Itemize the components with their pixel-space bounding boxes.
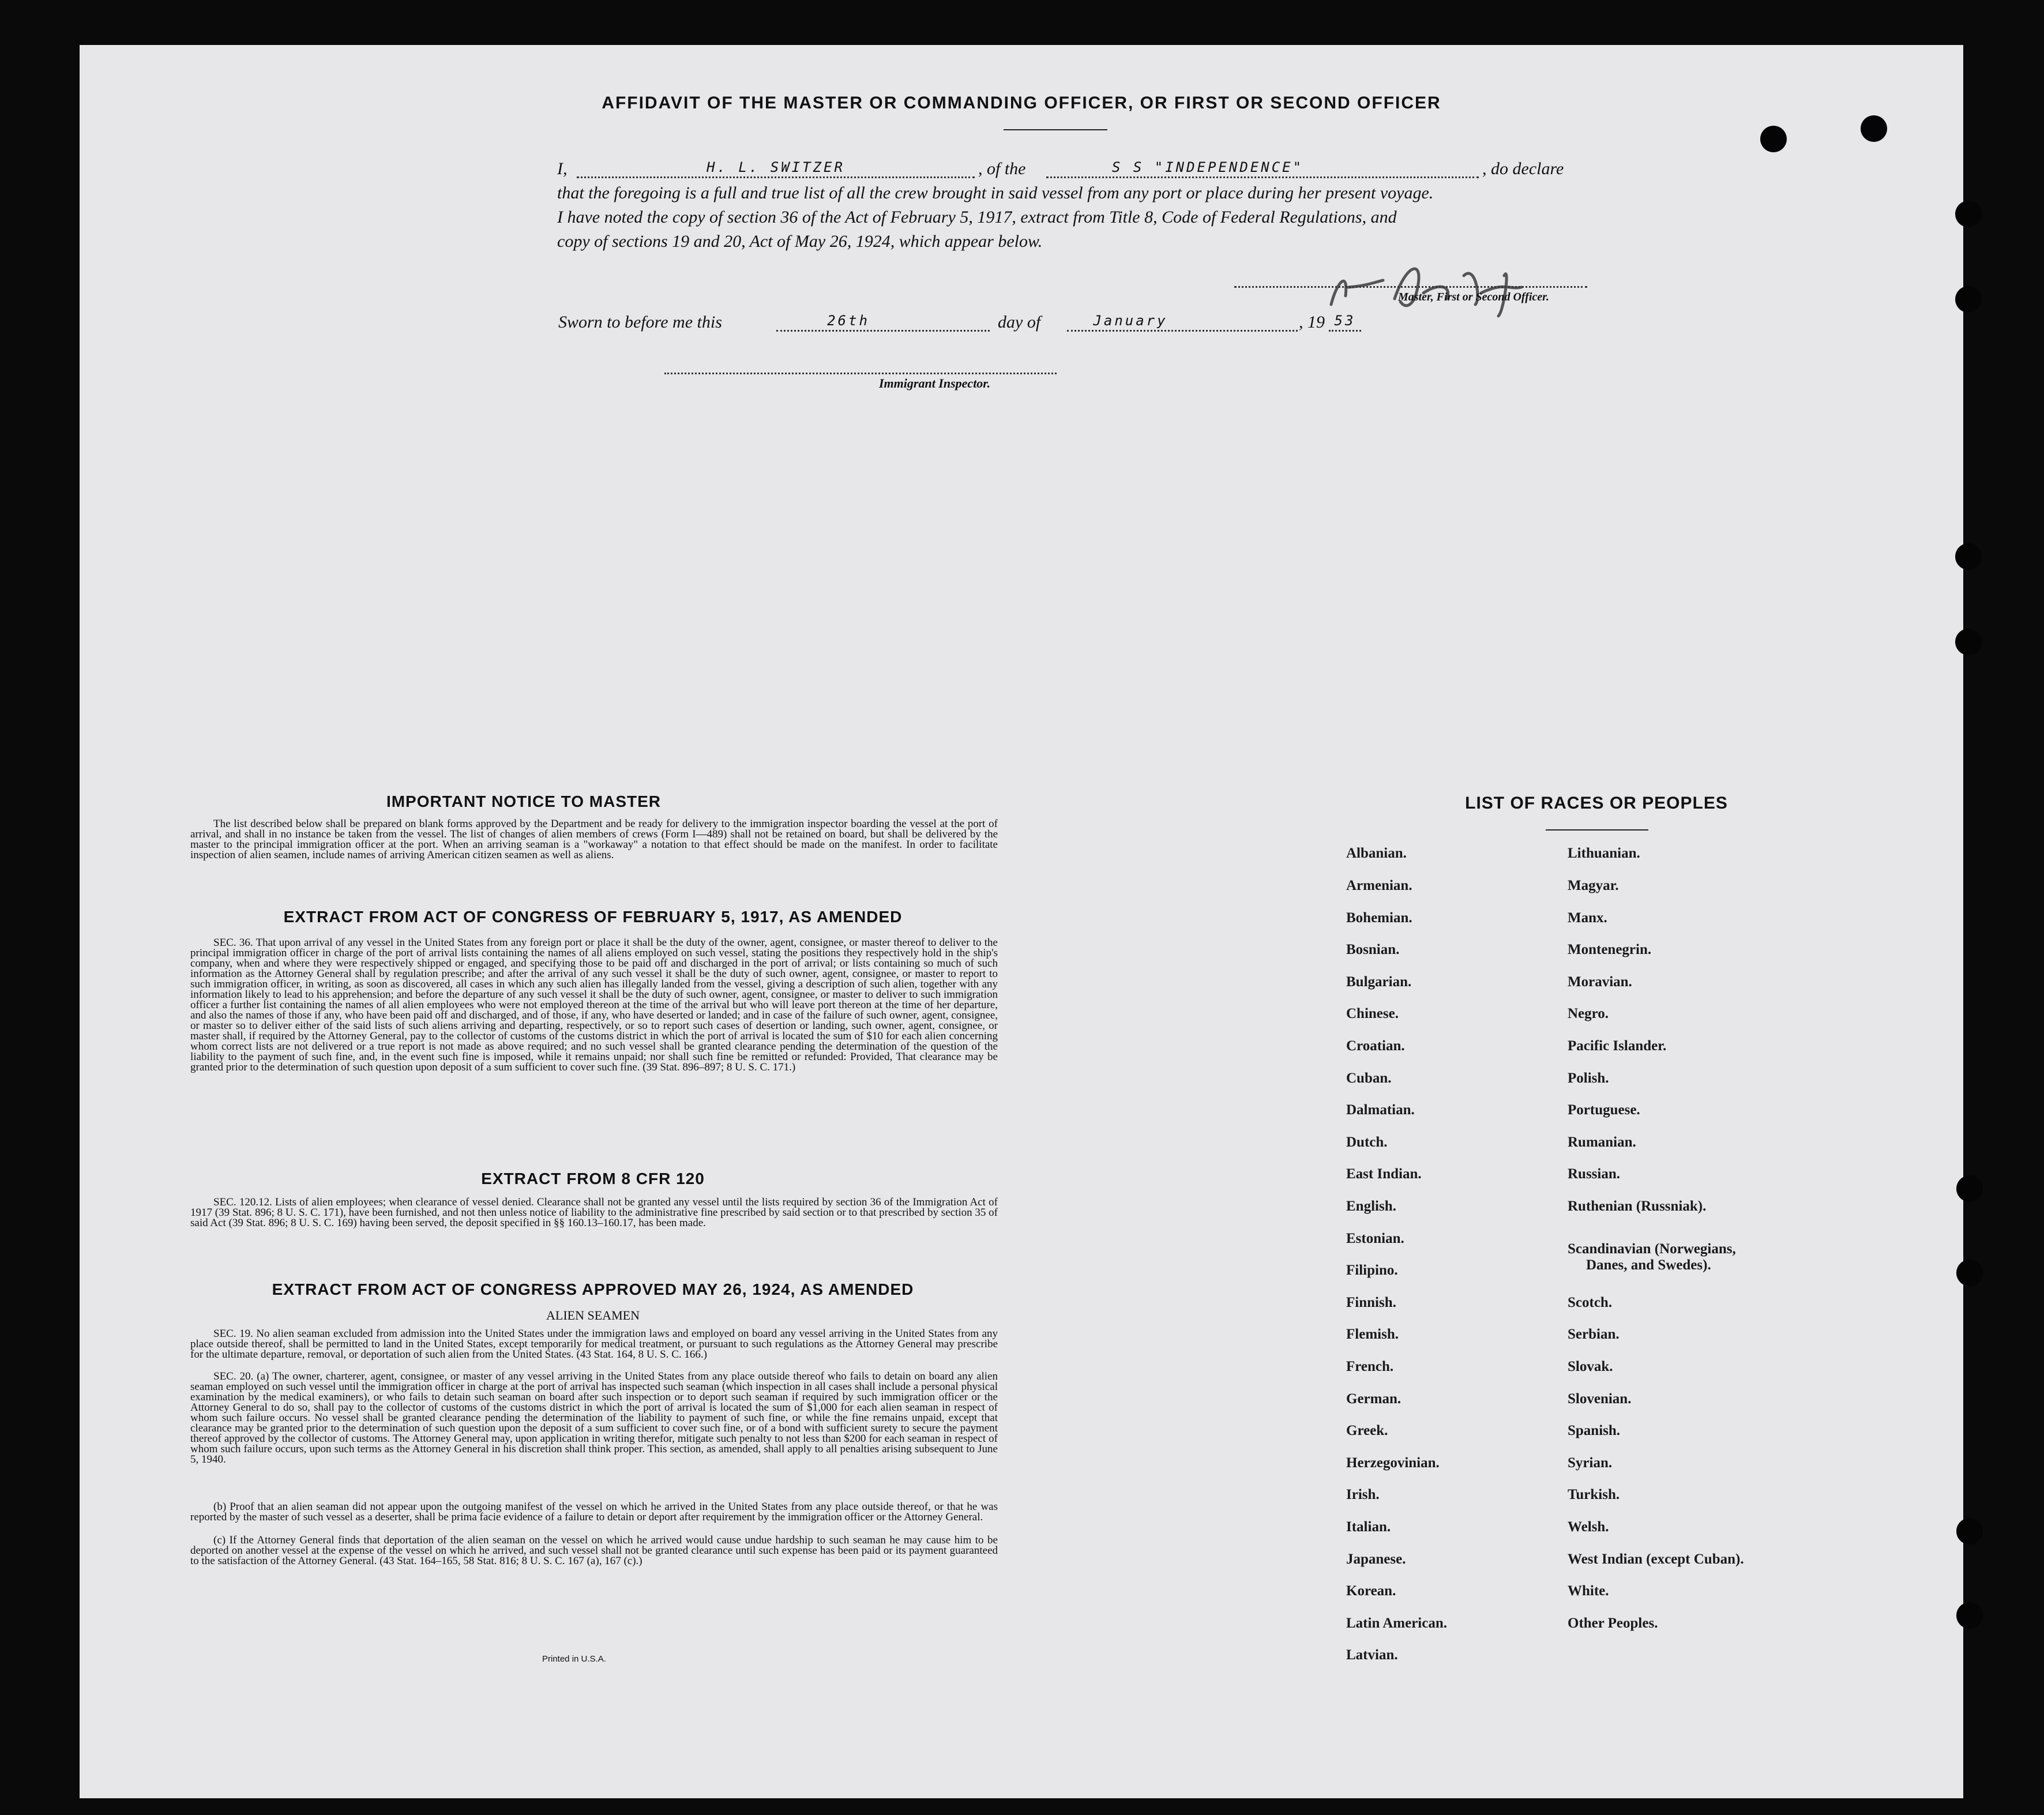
race-item: Dutch. xyxy=(1346,1134,1388,1150)
race-item: Negro. xyxy=(1568,1006,1609,1021)
races-heading-rule xyxy=(1546,829,1648,831)
race-item: Greek. xyxy=(1346,1423,1388,1438)
race-item: Dalmatian. xyxy=(1346,1102,1415,1118)
race-item: Manx. xyxy=(1568,910,1607,926)
affidavit-line4: copy of sections 19 and 20, Act of May 26, 1924, which appear below. xyxy=(557,232,1043,251)
race-item: Russian. xyxy=(1568,1166,1621,1182)
race-item: Ruthenian (Russniak). xyxy=(1568,1198,1707,1214)
race-item: Chinese. xyxy=(1346,1006,1399,1021)
year-blank xyxy=(1329,330,1361,332)
race-item: Latin American. xyxy=(1346,1615,1447,1631)
i-label: I, xyxy=(557,159,568,178)
affidavit-heading: AFFIDAVIT OF THE MASTER OR COMMANDING OFFICER, OR FIRST OR SECOND OFFICER xyxy=(602,93,1441,112)
race-item: Other Peoples. xyxy=(1568,1615,1658,1631)
race-item: Slovenian. xyxy=(1568,1391,1632,1407)
race-item: East Indian. xyxy=(1346,1166,1422,1182)
extract1917-heading: EXTRACT FROM ACT OF CONGRESS OF FEBRUARY 5, 1917, AS AMENDED xyxy=(283,908,903,926)
race-item: White. xyxy=(1568,1583,1609,1599)
month-value: January xyxy=(1093,313,1168,329)
year-prefix: , 19 xyxy=(1299,313,1325,332)
race-item: Syrian. xyxy=(1568,1455,1613,1471)
race-item: Portuguese. xyxy=(1568,1102,1640,1118)
race-item: Albanian. xyxy=(1346,846,1407,861)
race-item: Finnish. xyxy=(1346,1295,1396,1310)
binder-hole xyxy=(1956,1175,1983,1202)
extract1924-sec20a: SEC. 20. (a) The owner, charterer, agent, consignee, or master of any vessel arriving in the United States from any place outside thereof who fails to detain on board any alien seaman employed on such vessel until the immigration officer in charge at the port of arrival has inspected such seaman (which inspection in all cases shall include a personal physical examination by the medical examiners), or who fails to detain such seaman on board after such inspection or to deport such seaman if required by such immigration officer or the Attorney General to do so, shall pay to the collector of customs of the customs district in which the port of arrival is located the sum of $1,000 for each alien seaman in respect of whom such failure occurs. No vessel shall be granted clearance pending the determination of the liability to payment of such fine, or while the fine remains unpaid, except that clearance may be granted prior to the determination of such question upon the deposit of a sum sufficient to cover such fine, or of a bond with sufficient surety to secure the payment thereof approved by the collector of customs. The Attorney General may, upon application in writing therefor, mitigate such penalty to not less than $200 for each seaman in respect of whom such failure occurs, upon such terms as the Attorney General in his discretion shall think proper. This section, as amended, shall apply to all penalties arising subsequent to June 5, 1940. xyxy=(190,1370,998,1465)
name-value: H. L. SWITZER xyxy=(707,159,845,175)
month-blank xyxy=(1067,330,1298,332)
day-value: 26th xyxy=(827,313,870,329)
of-the-label: , of the xyxy=(978,159,1026,178)
binder-hole xyxy=(1956,1260,1983,1286)
extract1924-heading: EXTRACT FROM ACT OF CONGRESS APPROVED MAY 26, 1924, AS AMENDED xyxy=(272,1280,914,1298)
race-item: Scotch. xyxy=(1568,1295,1613,1310)
extract1924-sec20b: (b) Proof that an alien seaman did not appear upon the outgoing manifest of the vessel on which he arrived in the United States from any place outside thereof, or that he was reported by the master of such vessel as a deserter, shall be prima facie evidence of a failure to detain or deport after requirement by the immigration officer or the Attorney General. xyxy=(190,1501,998,1523)
binder-hole xyxy=(1955,201,1982,227)
affidavit-line1 xyxy=(557,159,1734,182)
binder-hole xyxy=(1956,1518,1983,1545)
race-item: Herzegovinian. xyxy=(1346,1455,1440,1471)
race-item: Flemish. xyxy=(1346,1327,1399,1342)
binder-hole xyxy=(1861,115,1887,142)
race-item: Serbian. xyxy=(1568,1327,1620,1342)
binder-hole xyxy=(1955,543,1982,570)
notice-body: The list described below shall be prepared on blank forms approved by the Department and be ready for delivery to the immigration inspector boarding the vessel at the port of arrival, and shall in no instance be taken from the vessel. The list of changes of alien members of crews (Form I—489) shall not be retained on board, but shall be delivered by the master to the principal immigration officer at the port. When an arriving seaman is a "workaway" a notation to that effect should be made on the manifest. In order to facilitate inspection of alien seamen, include names of arriving American citizen seamen as well as aliens. xyxy=(190,818,998,861)
heading-rule xyxy=(1004,129,1107,130)
race-item: Bulgarian. xyxy=(1346,974,1412,990)
race-item: Irish. xyxy=(1346,1487,1380,1502)
race-item: Armenian. xyxy=(1346,878,1412,893)
race-item: English. xyxy=(1346,1198,1396,1214)
race-item: Danes, and Swedes). xyxy=(1586,1257,1711,1273)
extract1924-subheading: ALIEN SEAMEN xyxy=(546,1308,640,1322)
race-item: Moravian. xyxy=(1568,974,1632,990)
affidavit-line2: that the foregoing is a full and true list of all the crew brought in said vessel from any port or place during her present voyage. xyxy=(557,183,1434,202)
race-item: Filipino. xyxy=(1346,1262,1398,1278)
race-item: Estonian. xyxy=(1346,1231,1404,1246)
vessel-blank xyxy=(1046,176,1479,178)
race-item: Polish. xyxy=(1568,1070,1609,1086)
race-item: Rumanian. xyxy=(1568,1134,1636,1150)
signature-line xyxy=(1234,286,1587,288)
race-item: Bohemian. xyxy=(1346,910,1412,926)
race-item: Magyar. xyxy=(1568,878,1619,893)
race-item: German. xyxy=(1346,1391,1402,1407)
race-item: Lithuanian. xyxy=(1568,846,1640,861)
race-item: Japanese. xyxy=(1346,1551,1406,1567)
do-declare-label: , do declare xyxy=(1482,159,1564,178)
race-item: Bosnian. xyxy=(1346,942,1400,957)
race-item: Croatian. xyxy=(1346,1038,1405,1054)
affidavit-line3: I have noted the copy of section 36 of the Act of February 5, 1917, extract from Title 8, Code of Federal Regulations, and xyxy=(557,208,1397,227)
extract1917-body: SEC. 36. That upon arrival of any vessel in the United States from any foreign port or place it shall be the duty of the owner, agent, consignee, or master thereof to deliver to the principal immigration officer in charge of the port of arrival lists containing the names of all aliens employed on such vessel, stating the positions they respectively hold in the ship's company, when and where they were respectively shipped or engaged, and specifying those to be paid off and discharged in the port of arrival; or lists containing so much of such information as the Attorney General shall by regulation prescribe; and after the arrival of any such vessel it shall be the duty of such owner, agent, consignee, or master to report to such immigration officer, in writing, as soon as discovered, all cases in which any such alien has illegally landed from the vessel, giving a description of such alien, together with any information likely to lead to his apprehension; and before the departure of any such vessel it shall be the duty of such owner, agent, consignee, or master to deliver to such immigration officer a further list containing the names of all alien employees who were not employed thereon at the time of the arrival but who will leave port thereon at the time of her departure, and also the names of those if any, who have been paid off and discharged, and of those, if any, who have deserted or landed; and in case of the failure of such owner, agent, consignee, or master so to deliver either of the said lists of such aliens arriving and departing, respectively, or so to report such cases of desertion or landing, such owner, agent, consignee, or master shall, if required by the Attorney General, pay to the collector of customs of the customs district in which the port of arrival is located the sum of $10 for each alien concerning whom correct lists are not delivered or a true report is not made as above required; and no such vessel shall be granted clearance pending the determination of the question of the liability to the payment of such fine, and, in the event such fine is imposed, while it remains unpaid; nor shall such fine be remitted or refunded: Provided, That clearance may be granted prior to the determination of such question upon deposit of a sum sufficient to cover such fine. (39 Stat. 896–897; 8 U. S. C. 171.) xyxy=(190,937,998,1073)
document-page xyxy=(80,45,1963,1798)
race-item: Pacific Islander. xyxy=(1568,1038,1667,1054)
race-item: Cuban. xyxy=(1346,1070,1392,1086)
extractcfr-body: SEC. 120.12. Lists of alien employees; when clearance of vessel denied. Clearance shall not be granted any vessel until the lists required by section 36 of the Immigration Act of 1917 (39 Stat. 896; 8 U. S. C. 171), have been furnished, and not then unless notice of liability to the administrative fine prescribed by said section or to that prescribed by section 35 of said Act (39 Stat. 896; 8 U. S. C. 169) having been served, the deposit specified in §§ 160.13–160.17, has been made. xyxy=(190,1196,998,1229)
race-item: West Indian (except Cuban). xyxy=(1568,1551,1744,1567)
binder-hole xyxy=(1760,126,1787,152)
binder-hole xyxy=(1955,286,1982,313)
race-item: Latvian. xyxy=(1346,1647,1398,1663)
signature-caption: Master, First or Second Officer. xyxy=(1398,291,1549,303)
extract1924-sec19: SEC. 19. No alien seaman excluded from admission into the United States under the immigration laws and employed on board any vessel arriving in the United States from any place outside thereof, shall be permitted to land in the United States, except temporarily for medical treatment, or pursuant to such regulations as the Attorney General may prescribe for the ultimate departure, removal, or deportation of such alien from the United States. (43 Stat. 164, 8 U. S. C. 166.) xyxy=(190,1328,998,1361)
printed-in-usa: Printed in U.S.A. xyxy=(542,1654,606,1664)
race-item: French. xyxy=(1346,1359,1394,1374)
sworn-label: Sworn to before me this xyxy=(558,313,722,332)
race-item: Slovak. xyxy=(1568,1359,1613,1374)
day-blank xyxy=(776,330,990,332)
race-item: Montenegrin. xyxy=(1568,942,1652,957)
race-item: Scandinavian (Norwegians, xyxy=(1568,1241,1736,1257)
extractcfr-heading: EXTRACT FROM 8 CFR 120 xyxy=(481,1170,705,1188)
name-blank xyxy=(577,176,975,178)
binder-hole xyxy=(1955,629,1982,655)
race-item: Korean. xyxy=(1346,1583,1396,1599)
sworn-line xyxy=(558,313,1481,336)
race-item: Welsh. xyxy=(1568,1519,1609,1535)
inspector-line xyxy=(664,373,1057,374)
races-heading: LIST OF RACES OR PEOPLES xyxy=(1465,794,1728,813)
binder-hole xyxy=(1956,1602,1983,1629)
day-of-label: day of xyxy=(998,313,1041,332)
race-item: Turkish. xyxy=(1568,1487,1620,1502)
race-item: Spanish. xyxy=(1568,1423,1621,1438)
notice-heading: IMPORTANT NOTICE TO MASTER xyxy=(386,792,662,810)
vessel-value: S S "INDEPENDENCE" xyxy=(1111,159,1304,175)
inspector-caption: Immigrant Inspector. xyxy=(879,376,991,390)
extract1924-sec20c: (c) If the Attorney General finds that deportation of the alien seaman on the vessel on which he arrived would cause undue hardship to such seaman he may cause him to be deported on another vessel at the expense of the vessel on which he arrived, and such vessel shall not be granted clearance until such expense has been paid or its payment guaranteed to the satisfaction of the Attorney General. (43 Stat. 164–165, 58 Stat. 816; 8 U. S. C. 167 (a), 167 (c).) xyxy=(190,1534,998,1567)
race-item: Italian. xyxy=(1346,1519,1391,1535)
year-value: 53 xyxy=(1334,313,1356,329)
